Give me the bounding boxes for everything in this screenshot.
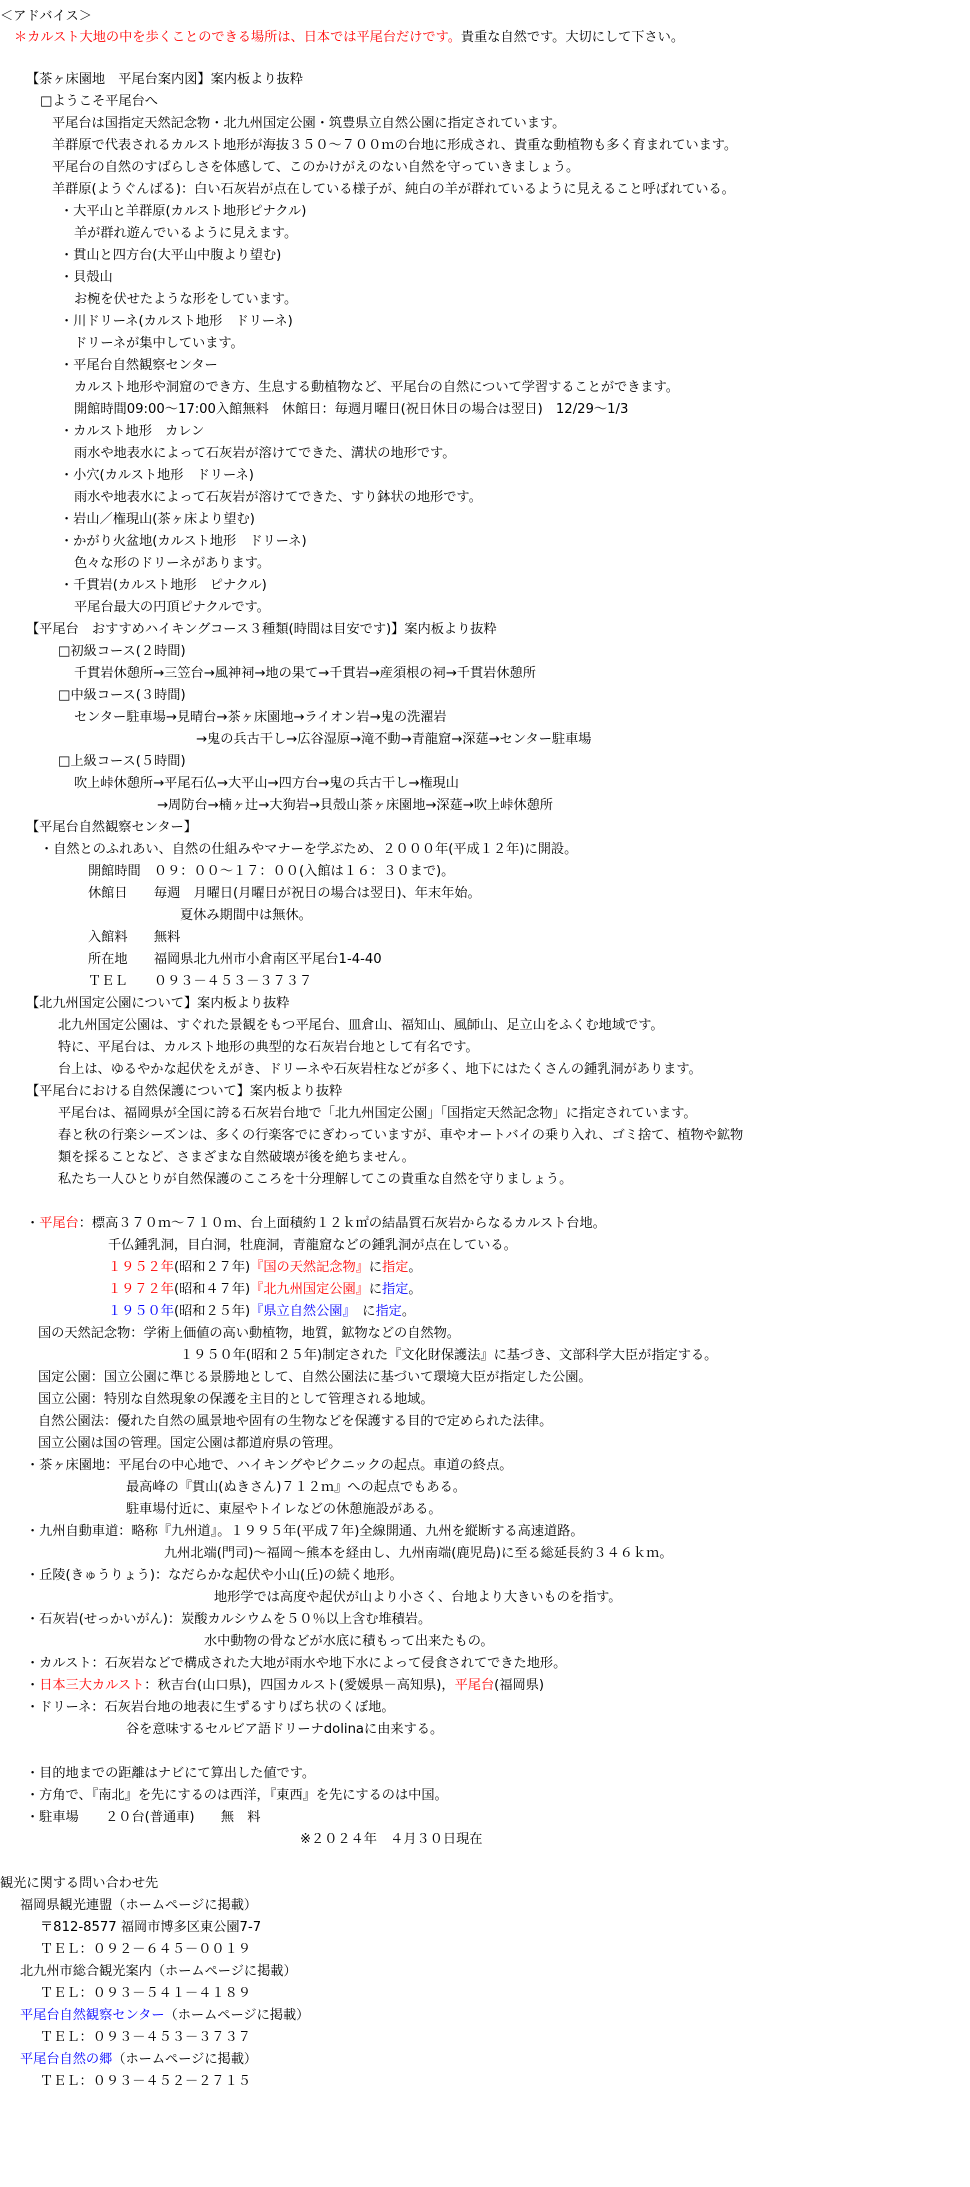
text-line xyxy=(108,1301,415,1323)
text-line xyxy=(74,773,459,795)
text-line xyxy=(52,113,565,135)
text-line xyxy=(26,1213,606,1235)
text-line xyxy=(26,1807,260,1829)
text-line xyxy=(40,2027,251,2049)
text-segment: 休館日 毎週 月曜日(月曜日が祝日の場合は翌日)、年末年始。 xyxy=(88,886,481,901)
text-line xyxy=(40,1939,251,1961)
text-line xyxy=(26,1653,566,1675)
text-segment: 貴重な自然です。大切にして下さい。 xyxy=(460,30,685,45)
text-line xyxy=(58,1103,697,1125)
text-segment: ドリーネが集中しています。 xyxy=(74,336,244,351)
text-line xyxy=(20,2049,257,2071)
text-segment: に xyxy=(368,1260,383,1275)
text-segment: ・ xyxy=(26,1216,40,1231)
text-line xyxy=(60,531,307,553)
text-line xyxy=(74,223,297,245)
text-segment: □初級コース(２時間) xyxy=(58,644,186,659)
text-line xyxy=(60,355,218,377)
text-line xyxy=(26,1609,431,1631)
text-segment: 雨水や地表水によって石灰岩が溶けてできた、溝状の地形です。 xyxy=(74,446,456,461)
text-line xyxy=(26,1565,403,1587)
text-line xyxy=(26,817,197,839)
text-line xyxy=(58,1059,702,1081)
text-line xyxy=(60,311,293,333)
text-line xyxy=(60,509,255,531)
text-segment: 指定 xyxy=(375,1304,402,1319)
text-segment: 『北九州国定公園』 xyxy=(250,1282,369,1297)
text-line xyxy=(74,333,244,355)
text-segment: ・川ドリーネ(カルスト地形 ドリーネ) xyxy=(60,314,293,329)
text-segment: ・平尾台自然観察センター xyxy=(60,358,218,373)
text-line xyxy=(74,377,679,399)
text-segment: 羊が群れ遊んでいるように見えます。 xyxy=(74,226,298,241)
text-segment: 平尾台 xyxy=(39,1216,79,1231)
text-line xyxy=(58,1037,479,1059)
text-segment: １９５０年(昭和２５年)制定された『文化財保護法』に基づき、文部科学大臣が指定する。 xyxy=(180,1348,718,1363)
text-segment: □上級コース(５時間) xyxy=(58,754,186,769)
text-segment: 駐車場付近に、東屋やトイレなどの休憩施設がある。 xyxy=(126,1502,442,1517)
text-line xyxy=(74,707,447,729)
text-segment: 水中動物の骨などが水底に積もって出来たもの。 xyxy=(204,1634,494,1649)
text-segment: 〒812-8577 福岡市博多区東公園7-7 xyxy=(40,1920,262,1935)
text-segment: ・カルスト地形 カレン xyxy=(60,424,205,439)
text-segment: 観光に関する問い合わせ先 xyxy=(0,1876,159,1891)
text-segment: （ホームページに掲載） xyxy=(164,2008,310,2023)
text-segment: 所在地 福岡県北九州市小倉南区平尾台1-4-40 xyxy=(88,952,382,967)
text-segment: ・カルスト：石灰岩などで構成された大地が雨水や地下水によって侵食されてできた地形。 xyxy=(26,1656,567,1671)
text-segment: □中級コース(３時間) xyxy=(58,688,186,703)
text-line xyxy=(164,1543,673,1565)
text-segment: １９５０年 xyxy=(108,1304,174,1319)
text-segment: 【北九州国定公園について】案内板より抜粋 xyxy=(26,996,290,1011)
text-line xyxy=(74,289,297,311)
text-segment: 平尾台自然観察センター xyxy=(20,2008,165,2023)
text-segment: ＊カルスト大地の中を歩くことのできる場所は、日本では平尾台だけです。 xyxy=(14,30,461,45)
text-line xyxy=(26,1785,448,1807)
text-segment: ※２０２４年 ４月３０日現在 xyxy=(300,1832,483,1847)
text-line xyxy=(88,971,312,993)
text-segment: 私たち一人ひとりが自然保護のこころを十分理解してこの貴重な自然を守りましょう。 xyxy=(58,1172,573,1187)
text-segment: 入館料 無料 xyxy=(88,930,181,945)
text-line xyxy=(157,795,553,817)
text-line xyxy=(58,1147,415,1169)
text-line xyxy=(0,6,92,28)
text-line xyxy=(74,443,455,465)
text-segment: 平尾台自然の郷 xyxy=(20,2052,113,2067)
text-segment: 平尾台 xyxy=(454,1678,495,1693)
text-segment: (昭和２５年) xyxy=(173,1304,251,1319)
text-line xyxy=(126,1499,442,1521)
text-segment: 類を採ることなど、さまざまな自然破壊が後を絶ちません。 xyxy=(58,1150,415,1165)
text-line xyxy=(40,1917,261,1939)
text-line xyxy=(40,2071,251,2093)
text-segment: 自然公園法：優れた自然の風景地や固有の生物などを保護する目的で定められた法律。 xyxy=(38,1414,553,1429)
text-segment: 『県立自然公園』 xyxy=(250,1304,350,1319)
text-line xyxy=(40,839,577,861)
text-segment: →周防台→楠ヶ辻→大狗岩→貝殻山茶ヶ床園地→深莚→吹上峠休憩所 xyxy=(157,798,553,813)
text-segment: ＴＥＬ：０９３－４５３－３７３７ xyxy=(40,2030,251,2045)
text-segment: 。 xyxy=(408,1260,422,1275)
text-line xyxy=(58,1169,572,1191)
text-line xyxy=(214,1587,622,1609)
text-segment: ＜アドバイス＞ xyxy=(0,9,92,24)
text-segment: ・石灰岩(せっかいがん)：炭酸カルシウムを５０％以上含む堆積岩。 xyxy=(26,1612,432,1627)
text-line xyxy=(88,883,481,905)
text-segment: 。 xyxy=(401,1304,416,1319)
text-line xyxy=(60,245,281,267)
text-line xyxy=(126,1719,443,1741)
text-segment: 日本三大カルスト xyxy=(39,1678,145,1693)
text-segment: 羊群原で代表されるカルスト地形が海抜３５０～７００ｍの台地に形成され、貴重な動植物も多く育まれています。 xyxy=(52,138,738,153)
text-segment: ＴＥＬ：０９３－５４１－４１８９ xyxy=(40,1986,251,2001)
text-segment: ＴＥＬ：０９２－６４５－００１９ xyxy=(40,1942,251,1957)
text-segment: 地形学では高度や起伏が山より小さく、台地より大きいものを指す。 xyxy=(214,1590,622,1605)
text-line xyxy=(26,1081,342,1103)
text-line xyxy=(74,663,536,685)
text-line xyxy=(88,861,454,883)
text-segment: に xyxy=(349,1304,376,1319)
text-segment: 色々な形のドリーネがあります。 xyxy=(74,556,271,571)
text-line xyxy=(52,135,737,157)
text-line xyxy=(40,1983,251,2005)
text-segment: １９７２年 xyxy=(108,1282,174,1297)
text-segment: 九州北端(門司)～福岡～熊本を経由し、九州南端(鹿児島)に至る総延長約３４６ｋｍ。 xyxy=(164,1546,673,1561)
text-line xyxy=(38,1367,592,1389)
text-line xyxy=(58,1125,743,1147)
text-line xyxy=(60,465,254,487)
text-line xyxy=(26,1455,512,1477)
text-line xyxy=(108,1257,422,1279)
text-segment: 【平尾台 おすすめハイキングコース３種類(時間は目安です)】案内板より抜粋 xyxy=(26,622,497,637)
text-segment: ・九州自動車道：略称『九州道』。１９９５年(平成７年)全線開通、九州を縦断する高速道路。 xyxy=(26,1524,584,1539)
text-line xyxy=(58,1015,664,1037)
text-segment: 平尾台は、福岡県が全国に誇る石灰岩台地で「北九州国定公園」「国指定天然記念物」に指定されています。 xyxy=(58,1106,697,1121)
text-segment: ・茶ヶ床園地：平尾台の中心地で、ハイキングやピクニックの起点。車道の終点。 xyxy=(26,1458,513,1473)
text-line xyxy=(60,201,306,223)
text-segment: (福岡県) xyxy=(494,1678,545,1693)
text-segment: ：標高３７０ｍ～７１０ｍ、台上面積約１２ｋ㎡の結晶質石灰岩からなるカルスト台地。 xyxy=(78,1216,606,1231)
text-segment: 国の天然記念物：学術上価値の高い動植物，地質，鉱物などの自然物。 xyxy=(38,1326,460,1341)
text-segment: 【平尾台における自然保護について】案内板より抜粋 xyxy=(26,1084,343,1099)
text-line xyxy=(38,1323,460,1345)
text-segment: ・大平山と羊群原(カルスト地形ピナクル) xyxy=(60,204,307,219)
text-segment: 指定 xyxy=(382,1260,409,1275)
text-line xyxy=(14,27,684,49)
text-segment: 北九州市総合観光案内（ホームページに掲載） xyxy=(20,1964,297,1979)
text-line xyxy=(88,949,382,971)
text-line xyxy=(74,487,482,509)
text-segment: （ホームページに掲載） xyxy=(112,2052,258,2067)
text-line xyxy=(74,399,628,421)
text-line xyxy=(52,179,735,201)
text-segment: １９５２年 xyxy=(108,1260,174,1275)
text-segment: 千仏鍾乳洞，目白洞，牡鹿洞，青龍窟などの鍾乳洞が点在している。 xyxy=(108,1238,517,1253)
text-segment: →鬼の兵古干し→広谷湿原→滝不動→青龍窟→深莚→センター駐車場 xyxy=(196,732,592,747)
text-segment: 平尾台の自然のすばらしさを体感して、このかけがえのない自然を守っていきましょう。 xyxy=(52,160,580,175)
text-segment: 【平尾台自然観察センター】 xyxy=(26,820,197,835)
text-segment: 吹上峠休憩所→平尾石仏→大平山→四方台→鬼の兵古干し→権現山 xyxy=(74,776,459,791)
text-segment: ・丘陵(きゅうりょう)：なだらかな起伏や小山(丘)の続く地形。 xyxy=(26,1568,403,1583)
text-segment: ・貫山と四方台(大平山中腹より望む) xyxy=(60,248,282,263)
text-segment: 千貫岩休憩所→三笠台→風神祠→地の果て→千貫岩→産須根の祠→千貫岩休憩所 xyxy=(74,666,536,681)
text-segment: 。 xyxy=(408,1282,422,1297)
text-line xyxy=(60,267,113,289)
text-line xyxy=(58,641,186,663)
text-line xyxy=(26,1697,395,1719)
text-segment: 羊群原(ようぐんばる)：白い石灰岩が点在している様子が、純白の羊が群れているように見えること呼ばれている。 xyxy=(52,182,735,197)
text-segment: 夏休み期間中は無休。 xyxy=(180,908,312,923)
text-line xyxy=(300,1829,483,1851)
text-line xyxy=(180,1345,717,1367)
text-segment: センター駐車場→見晴台→茶ヶ床園地→ライオン岩→鬼の洗濯岩 xyxy=(74,710,447,725)
text-line xyxy=(52,157,579,179)
text-line xyxy=(60,575,267,597)
text-segment: ＴＥＬ：０９３－４５２－２７１５ xyxy=(40,2074,251,2089)
text-line xyxy=(26,993,289,1015)
text-line xyxy=(20,1895,257,1917)
text-segment: 指定 xyxy=(382,1282,409,1297)
text-line xyxy=(126,1477,466,1499)
text-segment: 北九州国定公園は、すぐれた景観をもつ平尾台、皿倉山、福知山、風師山、足立山をふくむ地域です。 xyxy=(58,1018,664,1033)
text-segment: 【茶ヶ床園地 平尾台案内図】案内板より抜粋 xyxy=(26,72,303,87)
text-line xyxy=(204,1631,494,1653)
text-segment: に xyxy=(368,1282,383,1297)
text-line xyxy=(40,91,158,113)
text-segment: カルスト地形や洞窟のでき方、生息する動植物など、平尾台の自然について学習することができます。 xyxy=(74,380,679,395)
text-segment: ・小穴(カルスト地形 ドリーネ) xyxy=(60,468,254,483)
text-line xyxy=(20,1961,297,1983)
text-line xyxy=(38,1433,341,1455)
text-line xyxy=(74,553,270,575)
text-segment: ・駐車場 ２０台(普通車) 無 料 xyxy=(26,1810,261,1825)
text-segment: 雨水や地表水によって石灰岩が溶けてできた、すり鉢状の地形です。 xyxy=(74,490,482,505)
text-segment: 国定公園：国立公園に準じる景勝地として、自然公園法に基づいて環境大臣が指定した公園。 xyxy=(38,1370,592,1385)
text-line xyxy=(26,1763,315,1785)
text-segment: 国立公園は国の管理。国定公園は都道府県の管理。 xyxy=(38,1436,342,1451)
text-segment: ・目的地までの距離はナビにて算出した値です。 xyxy=(26,1766,316,1781)
text-line xyxy=(58,751,186,773)
text-segment: (昭和２７年) xyxy=(173,1260,251,1275)
text-line xyxy=(108,1279,422,1301)
text-segment: 春と秋の行楽シーズンは、多くの行楽客でにぎわっていますが、車やオートバイの乗り入れ、ゴミ捨て、植物や鉱物 xyxy=(58,1128,744,1143)
text-segment: ＴＥＬ ０９３－４５３－３７３７ xyxy=(88,974,313,989)
text-segment: ・自然とのふれあい、自然の仕組みやマナーを学ぶため、２０００年(平成１２年)に開設。 xyxy=(40,842,578,857)
text-line xyxy=(26,1675,544,1697)
text-segment: 開館時間 ０９：００～１７：００(入館は１６：３０まで)。 xyxy=(88,864,455,879)
text-segment: 平尾台は国指定天然記念物・北九州国定公園・筑豊県立自然公園に指定されています。 xyxy=(52,116,566,131)
text-line xyxy=(180,905,312,927)
text-segment: 最高峰の『貫山(ぬきさん)７１２ｍ』への起点でもある。 xyxy=(126,1480,466,1495)
text-segment: ・ xyxy=(26,1678,40,1693)
text-segment: 台上は、ゆるやかな起伏をえがき、ドリーネや石灰岩柱などが多く、地下にはたくさんの鍾乳洞があります。 xyxy=(58,1062,702,1077)
text-line xyxy=(0,1873,158,1895)
text-line xyxy=(20,2005,309,2027)
text-line xyxy=(88,927,180,949)
text-line xyxy=(196,729,591,751)
text-line xyxy=(38,1389,434,1411)
text-line xyxy=(108,1235,517,1257)
text-segment: ・方角で、『南北』を先にするのは西洋，『東西』を先にするのは中国。 xyxy=(26,1788,448,1803)
text-segment: 国立公園：特別な自然現象の保護を主目的として管理される地域。 xyxy=(38,1392,434,1407)
text-segment: (昭和４７年) xyxy=(173,1282,251,1297)
text-segment: 特に、平尾台は、カルスト地形の典型的な石灰岩台地として有名です。 xyxy=(58,1040,479,1055)
text-line xyxy=(26,1521,584,1543)
text-segment: お椀を伏せたような形をしています。 xyxy=(74,292,298,307)
text-segment: □ようこそ平尾台へ xyxy=(40,94,158,109)
text-line xyxy=(60,421,204,443)
text-segment: ・かがり火盆地(カルスト地形 ドリーネ) xyxy=(60,534,307,549)
text-segment: ：秋吉台(山口県)，四国カルスト(愛媛県－高知県)， xyxy=(144,1678,455,1693)
text-segment: 『国の天然記念物』 xyxy=(250,1260,369,1275)
text-line xyxy=(26,69,303,91)
text-segment: ・ドリーネ：石灰岩台地の地表に生ずるすりばち状のくぼ地。 xyxy=(26,1700,395,1715)
text-segment: ・千貫岩(カルスト地形 ピナクル) xyxy=(60,578,267,593)
text-segment: 平尾台最大の円頂ピナクルです。 xyxy=(74,600,270,615)
text-segment: 福岡県観光連盟（ホームページに掲載） xyxy=(20,1898,258,1913)
text-line xyxy=(74,597,270,619)
text-segment: ・岩山／権現山(茶ヶ床より望む) xyxy=(60,512,255,527)
text-segment: ・貝殻山 xyxy=(60,270,113,285)
text-line xyxy=(26,619,497,641)
text-line xyxy=(58,685,186,707)
text-segment: 谷を意味するセルビア語ドリーナdolinaに由来する。 xyxy=(126,1722,444,1737)
text-line xyxy=(38,1411,552,1433)
text-segment: 開館時間09:00～17:00入館無料 休館日：毎週月曜日(祝日休日の場合は翌日) 12/29～1/3 xyxy=(74,402,629,417)
